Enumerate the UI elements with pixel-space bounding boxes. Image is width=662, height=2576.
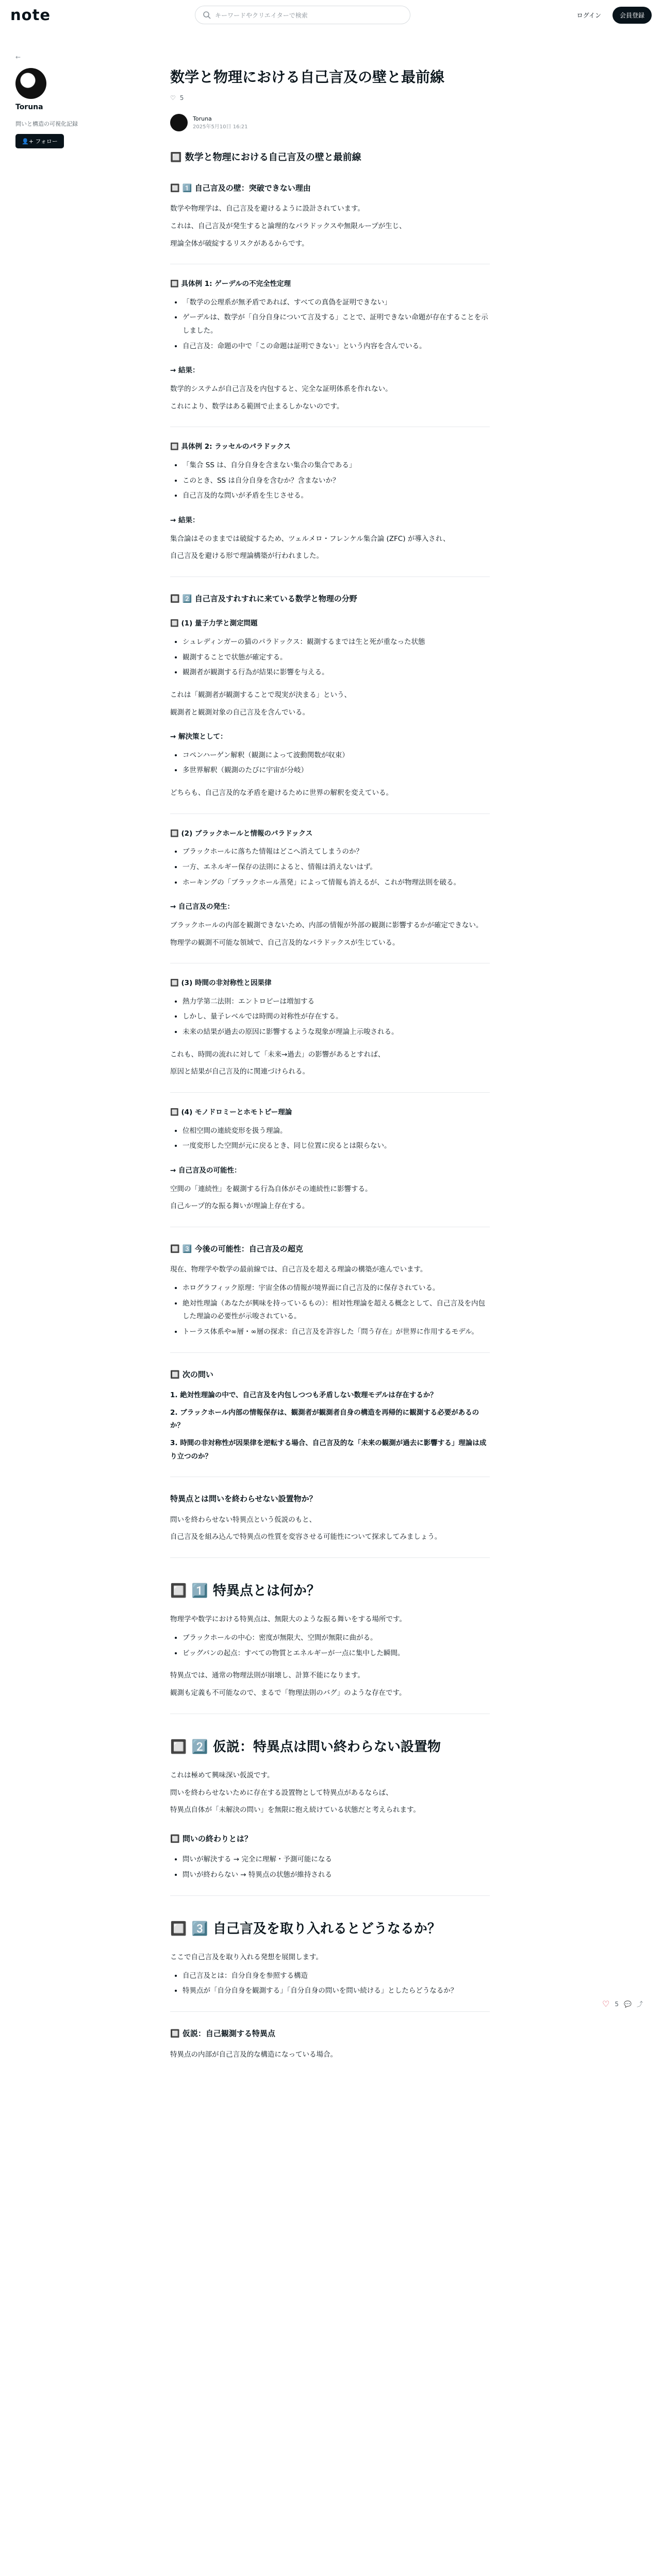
share-icon[interactable]: ⤴ [636, 2001, 643, 2008]
paragraph: これにより、数学はある範囲で止まるしかないのです。 [170, 402, 344, 411]
list-item: • 観測者が観測する行為が結果に影響を与える。 [183, 666, 490, 680]
paragraph: 自己言及を避ける形で理論構築が行われました。 [170, 552, 323, 561]
list-item: • ホログラフィック原理：宇宙全体の情報が境界面に自己言及的に保存されている。 [183, 1282, 490, 1295]
list-item: • 絶対性理論（あなたが興味を持っているもの）：相対性理論を超える概念として、自己言及を内包した理論の必要性が示唆されている。 [183, 1297, 490, 1324]
bullet-list [183, 459, 490, 503]
author-sidebar [15, 54, 134, 148]
paragraph: 問いを終わらせない特異点という仮説のもと、 [170, 1515, 317, 1524]
divider [170, 1895, 490, 1896]
heart-icon[interactable]: ♡ [170, 94, 176, 101]
bullet-list [183, 1970, 490, 1998]
list-item: • ビッグバンの起点：すべての物質とエネルギーが一点に集中した瞬間。 [183, 1647, 490, 1660]
author-avatar[interactable] [170, 114, 188, 131]
list-item: • しかし、量子レベルでは時間の対称性が存在する。 [183, 1010, 490, 1024]
list-item: 2. ブラックホール内部の情報保存は、観測者が観測者自身の構造を再帰的に観測する必要があるのか？ [170, 1408, 479, 1430]
list-item: • 特異点が「自分自身を観測する」「自分自身の問いを問い続ける」としたらどうなるか？ [183, 1985, 490, 1998]
list-item: 1. 絶対性理論の中で、自己言及を内包しつつも矛盾しない数理モデルは存在するか？ [170, 1391, 437, 1400]
list-item: • 「数学の公理系が無矛盾であれば、すべての真偽を証明できない」 [183, 296, 490, 310]
paragraph: 問いを終わらせないために存在する設置物として特異点があるならば、 [170, 1788, 393, 1797]
list-item: • 一度変形した空間が元に戻るとき、同じ位置に戻るとは限らない。 [183, 1140, 490, 1153]
list-item: • トーラス体系や∞層・∞層の探求：自己言及を許容した「問う存在」が世界に作用するモデル。 [183, 1326, 490, 1339]
paragraph: ここで自己言及を取り入れる発想を展開します。 [170, 1953, 323, 1962]
list-item: • このとき、SS は自分自身を含むか？含まないか？ [183, 474, 490, 488]
divider [170, 1092, 490, 1093]
article [170, 67, 490, 2065]
heading: 🔲 具体例 1: ゲーデルの不完全性定理 [170, 280, 291, 289]
paragraph: 空間の「連続性」を観測する行為自体がその連続性に影響する。 [170, 1184, 372, 1193]
avatar[interactable] [15, 68, 46, 99]
list-item: • 多世界解釈（観測のたびに宇宙が分岐） [183, 764, 490, 777]
divider [170, 1557, 490, 1558]
heading: 🔲 問いの終わりとは？ [170, 1834, 252, 1843]
heading: 🔲 3️⃣ 自己言及を取り入れるとどうなるか？ [170, 1921, 441, 1937]
list-item: • シュレディンガーの猫のパラドックス：観測するまでは生と死が重なった状態 [183, 636, 490, 649]
paragraph: 観測も定義も不可能なので、まるで「物理法則のバグ」のような存在です。 [170, 1689, 406, 1698]
bullet-list [183, 749, 490, 777]
back-icon[interactable]: ← [15, 54, 21, 61]
post-date: 2025年5月10日 16:21 [193, 124, 248, 130]
bullet-list [183, 845, 490, 889]
heading: → 自己言及の可能性： [170, 1166, 241, 1175]
bullet-list [183, 995, 490, 1039]
paragraph: 理論全体が破綻するリスクがあるからです。 [170, 239, 309, 248]
article-body [170, 149, 490, 2062]
like-row [170, 94, 490, 101]
person-plus-icon: 👤+ [22, 138, 34, 145]
search-placeholder: キーワードやクリエイターで検索 [215, 11, 308, 19]
paragraph: 物理学や数学における特異点は、無限大のような振る舞いをする場所です。 [170, 1615, 406, 1624]
paragraph: これは、自己言及が発生すると論理的なパラドックスや無限ループが生じ、 [170, 222, 406, 230]
paragraph: 数学的システムが自己言及を内包すると、完全な証明体系を作れない。 [170, 385, 392, 394]
paragraph: 現在、物理学や数学の最前線では、自己言及を超える理論の構築が進んでいます。 [170, 1265, 427, 1274]
heading: 🔲 (1) 量子力学と測定問題 [170, 619, 258, 628]
heading: → 解決策として： [170, 733, 227, 741]
login-button[interactable]: ログイン [576, 12, 601, 19]
list-item: • コペンハーゲン解釈（観測によって波動関数が収束） [183, 749, 490, 762]
list-item: • 自己言及とは：自分自身を参照する構造 [183, 1970, 490, 1983]
heading: 🔲 1️⃣ 自己言及の壁：突破できない理由 [170, 183, 311, 193]
paragraph: どちらも、自己言及的な矛盾を避けるために世界の解釈を変えている。 [170, 789, 393, 798]
list-item: • ホーキングの「ブラックホール蒸発」によって情報も消えるが、これが物理法則を破る。 [183, 876, 490, 890]
bullet-list [183, 1853, 490, 1882]
heading: 🔲 数学と物理における自己言及の壁と最前線 [170, 151, 361, 163]
comment-icon[interactable]: 💬 [623, 2000, 632, 2008]
list-item: • 一方、エネルギー保存の法則によると、情報は消えないはず。 [183, 861, 490, 874]
heading: 🔲 3️⃣ 今後の可能性：自己言及の超克 [170, 1244, 303, 1253]
bullet-list [183, 636, 490, 680]
list-item: • 未来の結果が過去の原因に影響するような現象が理論上示唆される。 [183, 1026, 490, 1039]
heading: 🔲 次の問い [170, 1369, 213, 1379]
follow-button[interactable] [15, 134, 64, 148]
list-item: • 自己言及的な問いが矛盾を生じさせる。 [183, 489, 490, 503]
heart-icon[interactable]: ♡ [602, 1999, 610, 2009]
paragraph: 特異点自体が「未解決の問い」を無限に抱え続けている状態だと考えられます。 [170, 1806, 420, 1815]
paragraph: 観測者と観測対象の自己言及を含んでいる。 [170, 708, 309, 717]
list-item: • 問いが解決する → 完全に理解・予測可能になる [183, 1853, 490, 1867]
bullet-list [183, 296, 490, 353]
paragraph: これは極めて興味深い仮説です。 [170, 1771, 274, 1780]
list-item: • ブラックホールに落ちた情報はどこへ消えてしまうのか？ [183, 845, 490, 859]
paragraph: 特異点では、通常の物理法則が崩壊し、計算不能になります。 [170, 1671, 365, 1680]
follow-label: フォロー [35, 138, 58, 145]
heading: 🔲 1️⃣ 特異点とは何か？ [170, 1583, 320, 1599]
numbered-list [170, 1389, 490, 1463]
heading: 🔲 (3) 時間の非対称性と因果律 [170, 979, 272, 988]
signup-button[interactable]: 会員登録 [613, 7, 652, 24]
paragraph: これも、時間の流れに対して「未来→過去」の影響があるとすれば、 [170, 1050, 385, 1059]
paragraph: これは「観測者が観測することで現実が決まる」という、 [170, 690, 351, 699]
author-row [170, 114, 490, 131]
heading: 🔲 2️⃣ 自己言及すれすれに来ている数学と物理の分野 [170, 594, 357, 603]
divider [170, 2011, 490, 2012]
sidebar-author-desc: 問いと構造の可視化記録 [15, 121, 78, 127]
like-count: 5 [179, 94, 184, 101]
paragraph: 集合論はそのままでは破綻するため、ツェルメロ・フレンケル集合論 (ZFC) が導入され、 [170, 534, 450, 543]
divider [170, 1352, 490, 1353]
paragraph: 原因と結果が自己言及的に関連づけられる。 [170, 1067, 309, 1076]
list-item: • 自己言及：命題の中で「この命題は証明できない」という内容を含んでいる。 [183, 340, 490, 353]
sidebar-author-name[interactable]: Toruna [15, 103, 43, 111]
author-name[interactable]: Toruna [193, 115, 212, 122]
bullet-list [183, 1632, 490, 1660]
heading: 特異点とは問いを終わらせない設置物か？ [170, 1494, 317, 1504]
list-item: • 問いが終わらない → 特異点の状態が維持される [183, 1869, 490, 1882]
list-item: • 位相空間の連続変形を扱う理論。 [183, 1125, 490, 1138]
paragraph: 物理学の観測不可能な領域で、自己言及的なパラドックスが生じている。 [170, 938, 400, 947]
list-item: • ゲーデルは、数学が「自分自身について言及する」ことで、証明できない命題が存在することを示しました。 [183, 311, 490, 337]
list-item: 3. 時間の非対称性が因果律を逆転する場合、自己言及的な「未来の観測が過去に影響する」理論は成り立つのか？ [170, 1439, 487, 1461]
paragraph: 数学や物理学は、自己言及を避けるように設計されています。 [170, 205, 365, 213]
heading: 🔲 (4) モノドロミーとホモトピー理論 [170, 1108, 292, 1117]
list-item: • 観測することで状態が確定する。 [183, 651, 490, 665]
list-item: • 「集合 SS は、自分自身を含まない集合の集合である」 [183, 459, 490, 472]
bullet-list [183, 1282, 490, 1339]
heading: 🔲 仮説：自己観測する特異点 [170, 2029, 275, 2039]
heading: → 結果： [170, 516, 200, 524]
paragraph: ブラックホールの内部を観測できないため、内部の情報が外部の観測に影響するかが確定できない。 [170, 921, 483, 929]
list-item: • 熱力学第二法則：エントロピーは増加する [183, 995, 490, 1009]
paragraph: 自己ループ的な振る舞いが理論上存在する。 [170, 1202, 309, 1211]
heading: → 自己言及の発生： [170, 903, 235, 911]
heading: 🔲 2️⃣ 仮説：特異点は問い終わらない設置物 [170, 1739, 441, 1755]
paragraph: 特異点の内部が自己言及的な構造になっている場合。 [170, 2050, 337, 2059]
heading: 🔲 具体例 2: ラッセルのパラドックス [170, 443, 291, 451]
page-title: 数学と物理における自己言及の壁と最前線 [170, 69, 445, 86]
heading: → 結果： [170, 366, 200, 375]
site-header [0, 0, 662, 30]
list-item: • ブラックホールの中心：密度が無限大、空間が無限に曲がる。 [183, 1632, 490, 1645]
search-input[interactable] [195, 6, 410, 24]
rail-like-count: 5 [615, 2000, 619, 2008]
search-icon [203, 11, 211, 19]
heading: 🔲 (2) ブラックホールと情報のパラドックス [170, 829, 313, 838]
bullet-list [183, 1125, 490, 1153]
reaction-rail [602, 1999, 643, 2009]
note-logo[interactable]: note [10, 6, 51, 24]
paragraph: 自己言及を組み込んで特異点の性質を変容させる可能性について探求してみましょう。 [170, 1533, 442, 1541]
